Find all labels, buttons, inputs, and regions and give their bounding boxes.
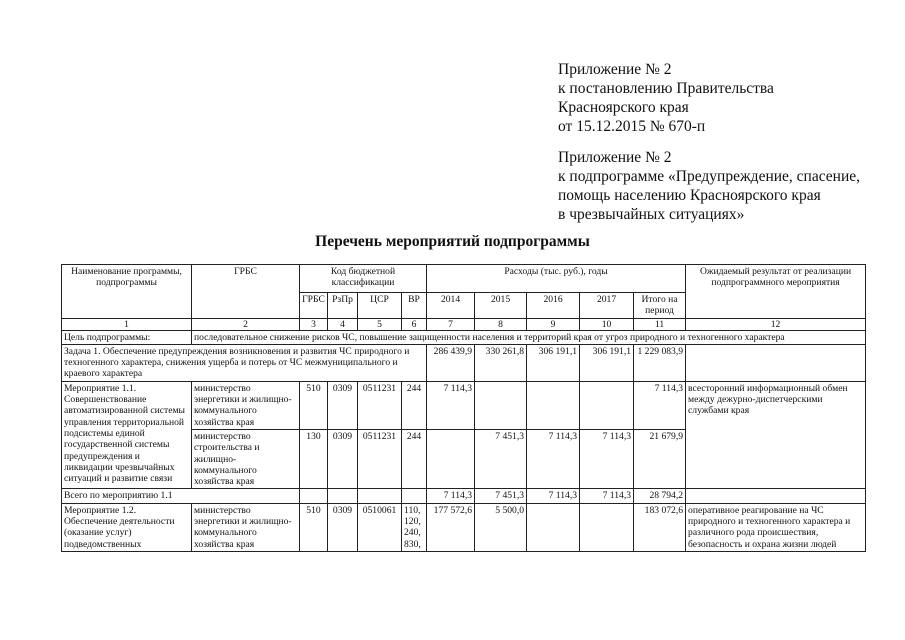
column-number: 1	[62, 318, 192, 330]
value-2015	[475, 381, 527, 429]
code-rzpr: 0309	[328, 381, 358, 429]
column-number: 4	[328, 318, 358, 330]
column-number: 7	[427, 318, 475, 330]
total-2014: 7 114,3	[427, 489, 475, 503]
header-code-csr: ЦСР	[358, 293, 402, 319]
value-2017: 7 114,3	[580, 429, 634, 488]
total-2016: 7 114,3	[527, 489, 580, 503]
value-2017	[580, 503, 634, 551]
value-2015: 5 500,0	[475, 503, 527, 551]
column-number: 9	[527, 318, 580, 330]
task-text: Задача 1. Обеспечение предупреждения возникновения и развития ЧС природного и техногенного характера, снижения ущерба и потерь от ЧС межмуниципального и краевого характера	[62, 344, 427, 381]
total-2015: 7 451,3	[475, 489, 527, 503]
header-year-2017: 2017	[580, 293, 634, 319]
column-number: 11	[634, 318, 686, 330]
annex-line: Приложение № 2	[558, 149, 672, 166]
measure-1-1-row-1	[62, 381, 866, 429]
grbs-name: министерство энергетики и жилищно-коммунального хозяйства края	[192, 381, 300, 429]
value-total: 21 679,9	[634, 429, 686, 488]
task-result	[686, 344, 866, 381]
measure-1-1-result: всесторонний информационный обмен между дежурно-диспетчерскими службами края	[686, 381, 866, 489]
goal-row	[62, 330, 866, 344]
value-2016	[527, 503, 580, 551]
column-number: 6	[402, 318, 427, 330]
value-total: 183 072,6	[634, 503, 686, 551]
code-csr: 0511231	[358, 381, 402, 429]
header-code-group: Код бюджетной классификации	[300, 265, 427, 293]
measures-table	[61, 264, 866, 552]
task-2014: 286 439,9	[427, 344, 475, 381]
annex-line: от 15.12.2015 № 670-п	[558, 118, 706, 135]
grbs-name: министерство энергетики и жилищно-коммунального хозяйства края	[192, 503, 300, 551]
annex-line: помощь населению Красноярского края	[558, 187, 821, 204]
annex-line: к постановлению Правительства	[558, 80, 774, 97]
value-2014: 7 114,3	[427, 381, 475, 429]
value-2017	[580, 381, 634, 429]
total-label: Всего по мероприятию 1.1	[62, 489, 300, 503]
measure-1-2-name: Мероприятие 1.2. Обеспечение деятельности (оказание услуг) подведомственных	[62, 503, 192, 551]
code-grbs: 510	[300, 381, 328, 429]
goal-label: Цель подпрограммы:	[62, 330, 192, 344]
code-grbs: 130	[300, 429, 328, 488]
total-2017: 7 114,3	[580, 489, 634, 503]
measure-1-1-total-row	[62, 489, 866, 503]
annex-line: в чрезвычайных ситуациях»	[558, 206, 745, 223]
code-grbs: 510	[300, 503, 328, 551]
header-code-grbs: ГРБС	[300, 293, 328, 319]
measure-1-2-row	[62, 503, 866, 551]
annex-header-resolution	[558, 60, 774, 136]
header-year-2015: 2015	[475, 293, 527, 319]
code-csr: 0511231	[358, 429, 402, 488]
column-number: 12	[686, 318, 866, 330]
grbs-name: министерство строительства и жилищно-коммунального хозяйства края	[192, 429, 300, 488]
header-result: Ожидаемый результат от реализации подпрограммного мероприятия	[686, 265, 866, 319]
header-year-2014: 2014	[427, 293, 475, 319]
value-2014	[427, 429, 475, 488]
goal-text: последовательное снижение рисков ЧС, повышение защищенности населения и территорий края от угроз природного и техногенного характера	[192, 330, 866, 344]
annex-line: Красноярского края	[558, 99, 689, 116]
measure-1-2-result: оперативное реагирование на ЧС природного и техногенного характера и различного рода происшествия, безопасность и охрана жизни людей	[686, 503, 866, 551]
task-2015: 330 261,8	[475, 344, 527, 381]
total-period: 28 794,2	[634, 489, 686, 503]
annex-line: Приложение № 2	[558, 61, 672, 78]
header-year-2016: 2016	[527, 293, 580, 319]
value-2016	[527, 381, 580, 429]
column-number: 5	[358, 318, 402, 330]
header-name: Наименование программы, подпрограммы	[62, 265, 192, 319]
header-code-rzpr: РзПр	[328, 293, 358, 319]
value-total: 7 114,3	[634, 381, 686, 429]
header-total: Итого на период	[634, 293, 686, 319]
task-2016: 306 191,1	[527, 344, 580, 381]
column-number: 2	[192, 318, 300, 330]
document-title: Перечень мероприятий подпрограммы	[315, 233, 590, 250]
code-vr: 110, 120, 240, 830,	[402, 503, 427, 551]
annex-line: к подпрограмме «Предупреждение, спасение,	[558, 168, 861, 185]
measure-1-1-name: Мероприятие 1.1. Совершенствование автоматизированной системы управления территориальной подсистемы единой государственной системы предупреждения и ликвидации чрезвычайных ситуаций и развитие связи	[62, 381, 192, 489]
header-row	[62, 265, 866, 293]
annex-header-subprogram	[558, 148, 860, 224]
column-number-row	[62, 318, 866, 330]
code-vr: 244	[402, 381, 427, 429]
task-2017: 306 191,1	[580, 344, 634, 381]
value-2016: 7 114,3	[527, 429, 580, 488]
code-rzpr: 0309	[328, 429, 358, 488]
column-number: 10	[580, 318, 634, 330]
column-number: 8	[475, 318, 527, 330]
header-expenses-group: Расходы (тыс. руб.), годы	[427, 265, 686, 293]
code-rzpr: 0309	[328, 503, 358, 551]
header-code-vr: ВР	[402, 293, 427, 319]
column-number: 3	[300, 318, 328, 330]
task-total: 1 229 083,9	[634, 344, 686, 381]
value-2015: 7 451,3	[475, 429, 527, 488]
value-2014: 177 572,6	[427, 503, 475, 551]
task-row	[62, 344, 866, 381]
code-csr: 0510061	[358, 503, 402, 551]
header-grbs: ГРБС	[192, 265, 300, 319]
code-vr: 244	[402, 429, 427, 488]
